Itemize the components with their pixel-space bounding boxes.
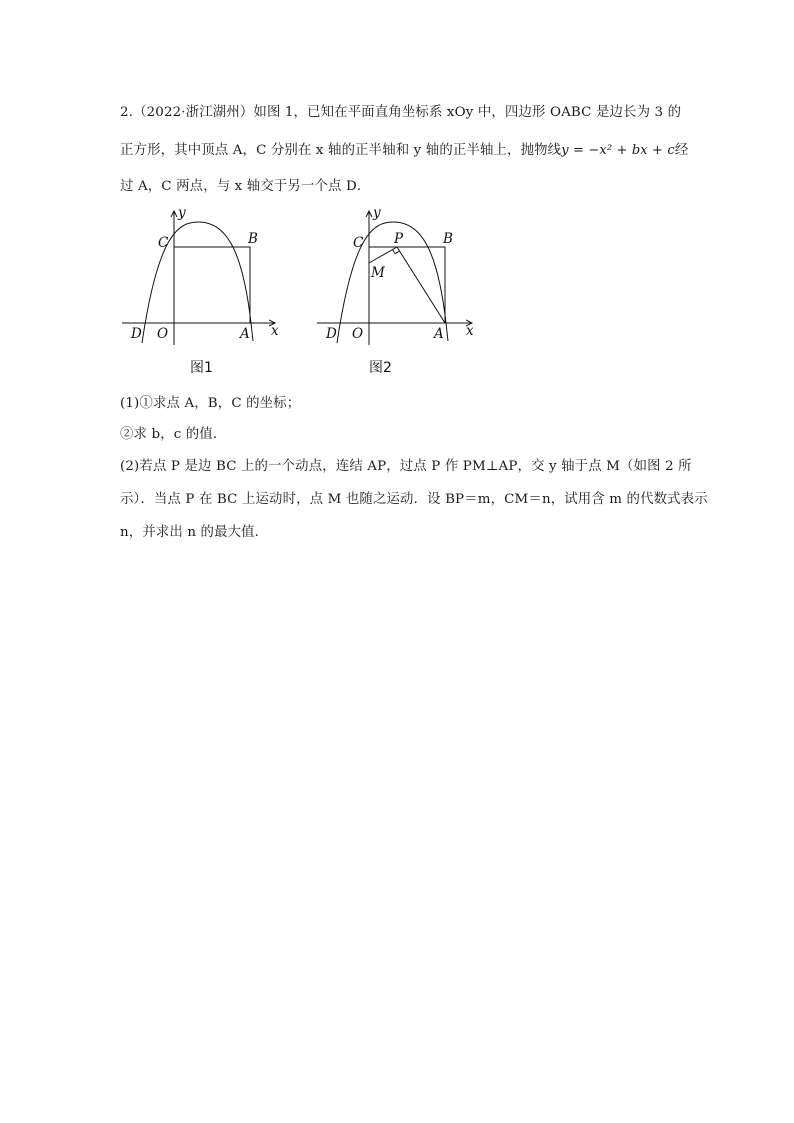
fig2-label-B: B <box>443 231 453 247</box>
fig2-label-y: y <box>373 205 381 221</box>
question-2-line-1: (2)若点 P 是边 BC 上的一个动点，连结 AP，过点 P 作 PM⊥AP，交 y 轴于点 M（如图 2 所 <box>120 459 692 474</box>
fig1-label-B: B <box>248 231 258 247</box>
figures-svg <box>120 205 500 380</box>
fig1-label-A: A <box>240 326 250 342</box>
question-1-part-2: ②求 b，c 的值． <box>120 427 227 442</box>
fig2-label-M: M <box>371 265 385 281</box>
question-2-line-2: 示）．当点 P 在 BC 上运动时，点 M 也随之运动．设 BP＝m，CM＝n，试用含 m 的代数式表示 <box>120 492 708 507</box>
fig2-label-O: O <box>352 326 364 342</box>
figure-1 <box>122 205 279 376</box>
fig1-caption: 图1 <box>190 360 213 376</box>
fig1-label-y: y <box>178 205 186 221</box>
problem-line-2 <box>120 134 689 168</box>
fig1-label-O: O <box>157 326 169 342</box>
fig2-caption: 图2 <box>369 360 392 376</box>
parabola-formula: y = −x² + bx + c <box>561 143 675 158</box>
fig2-label-x: x <box>466 323 474 339</box>
fig1-square <box>174 247 250 323</box>
problem-line-3-text: 过 A，C 两点，与 x 轴交于另一个点 D． <box>120 179 371 194</box>
problem-line-3 <box>120 170 680 204</box>
problem-line-1 <box>120 96 680 130</box>
problem-line-1-text: 2.（2022·浙江湖州）如图 1，已知在平面直角坐标系 xOy 中，四边形 OABC 是边长为 3 的 <box>120 105 682 120</box>
fig1-label-x: x <box>271 323 279 339</box>
figures <box>120 205 500 380</box>
question-1-part-1: (1)①求点 A，B，C 的坐标； <box>120 396 301 411</box>
fig2-label-P: P <box>394 231 404 247</box>
fig1-label-D: D <box>131 326 142 342</box>
fig2-label-A: A <box>434 326 444 342</box>
question-2-line-3: n，并求出 n 的最大值． <box>120 525 269 540</box>
fig2-segment-AP <box>397 247 445 323</box>
fig1-label-C: C <box>158 235 169 251</box>
fig2-label-D: D <box>326 326 337 342</box>
problem-line-2-end: 经 <box>674 143 689 158</box>
fig2-label-C: C <box>353 235 364 251</box>
figure-2 <box>317 205 474 376</box>
problem-line-2-text: 正方形，其中顶点 A，C 分别在 x 轴的正半轴和 y 轴的正半轴上，抛物线 <box>120 143 562 158</box>
fig2-square <box>369 247 445 323</box>
